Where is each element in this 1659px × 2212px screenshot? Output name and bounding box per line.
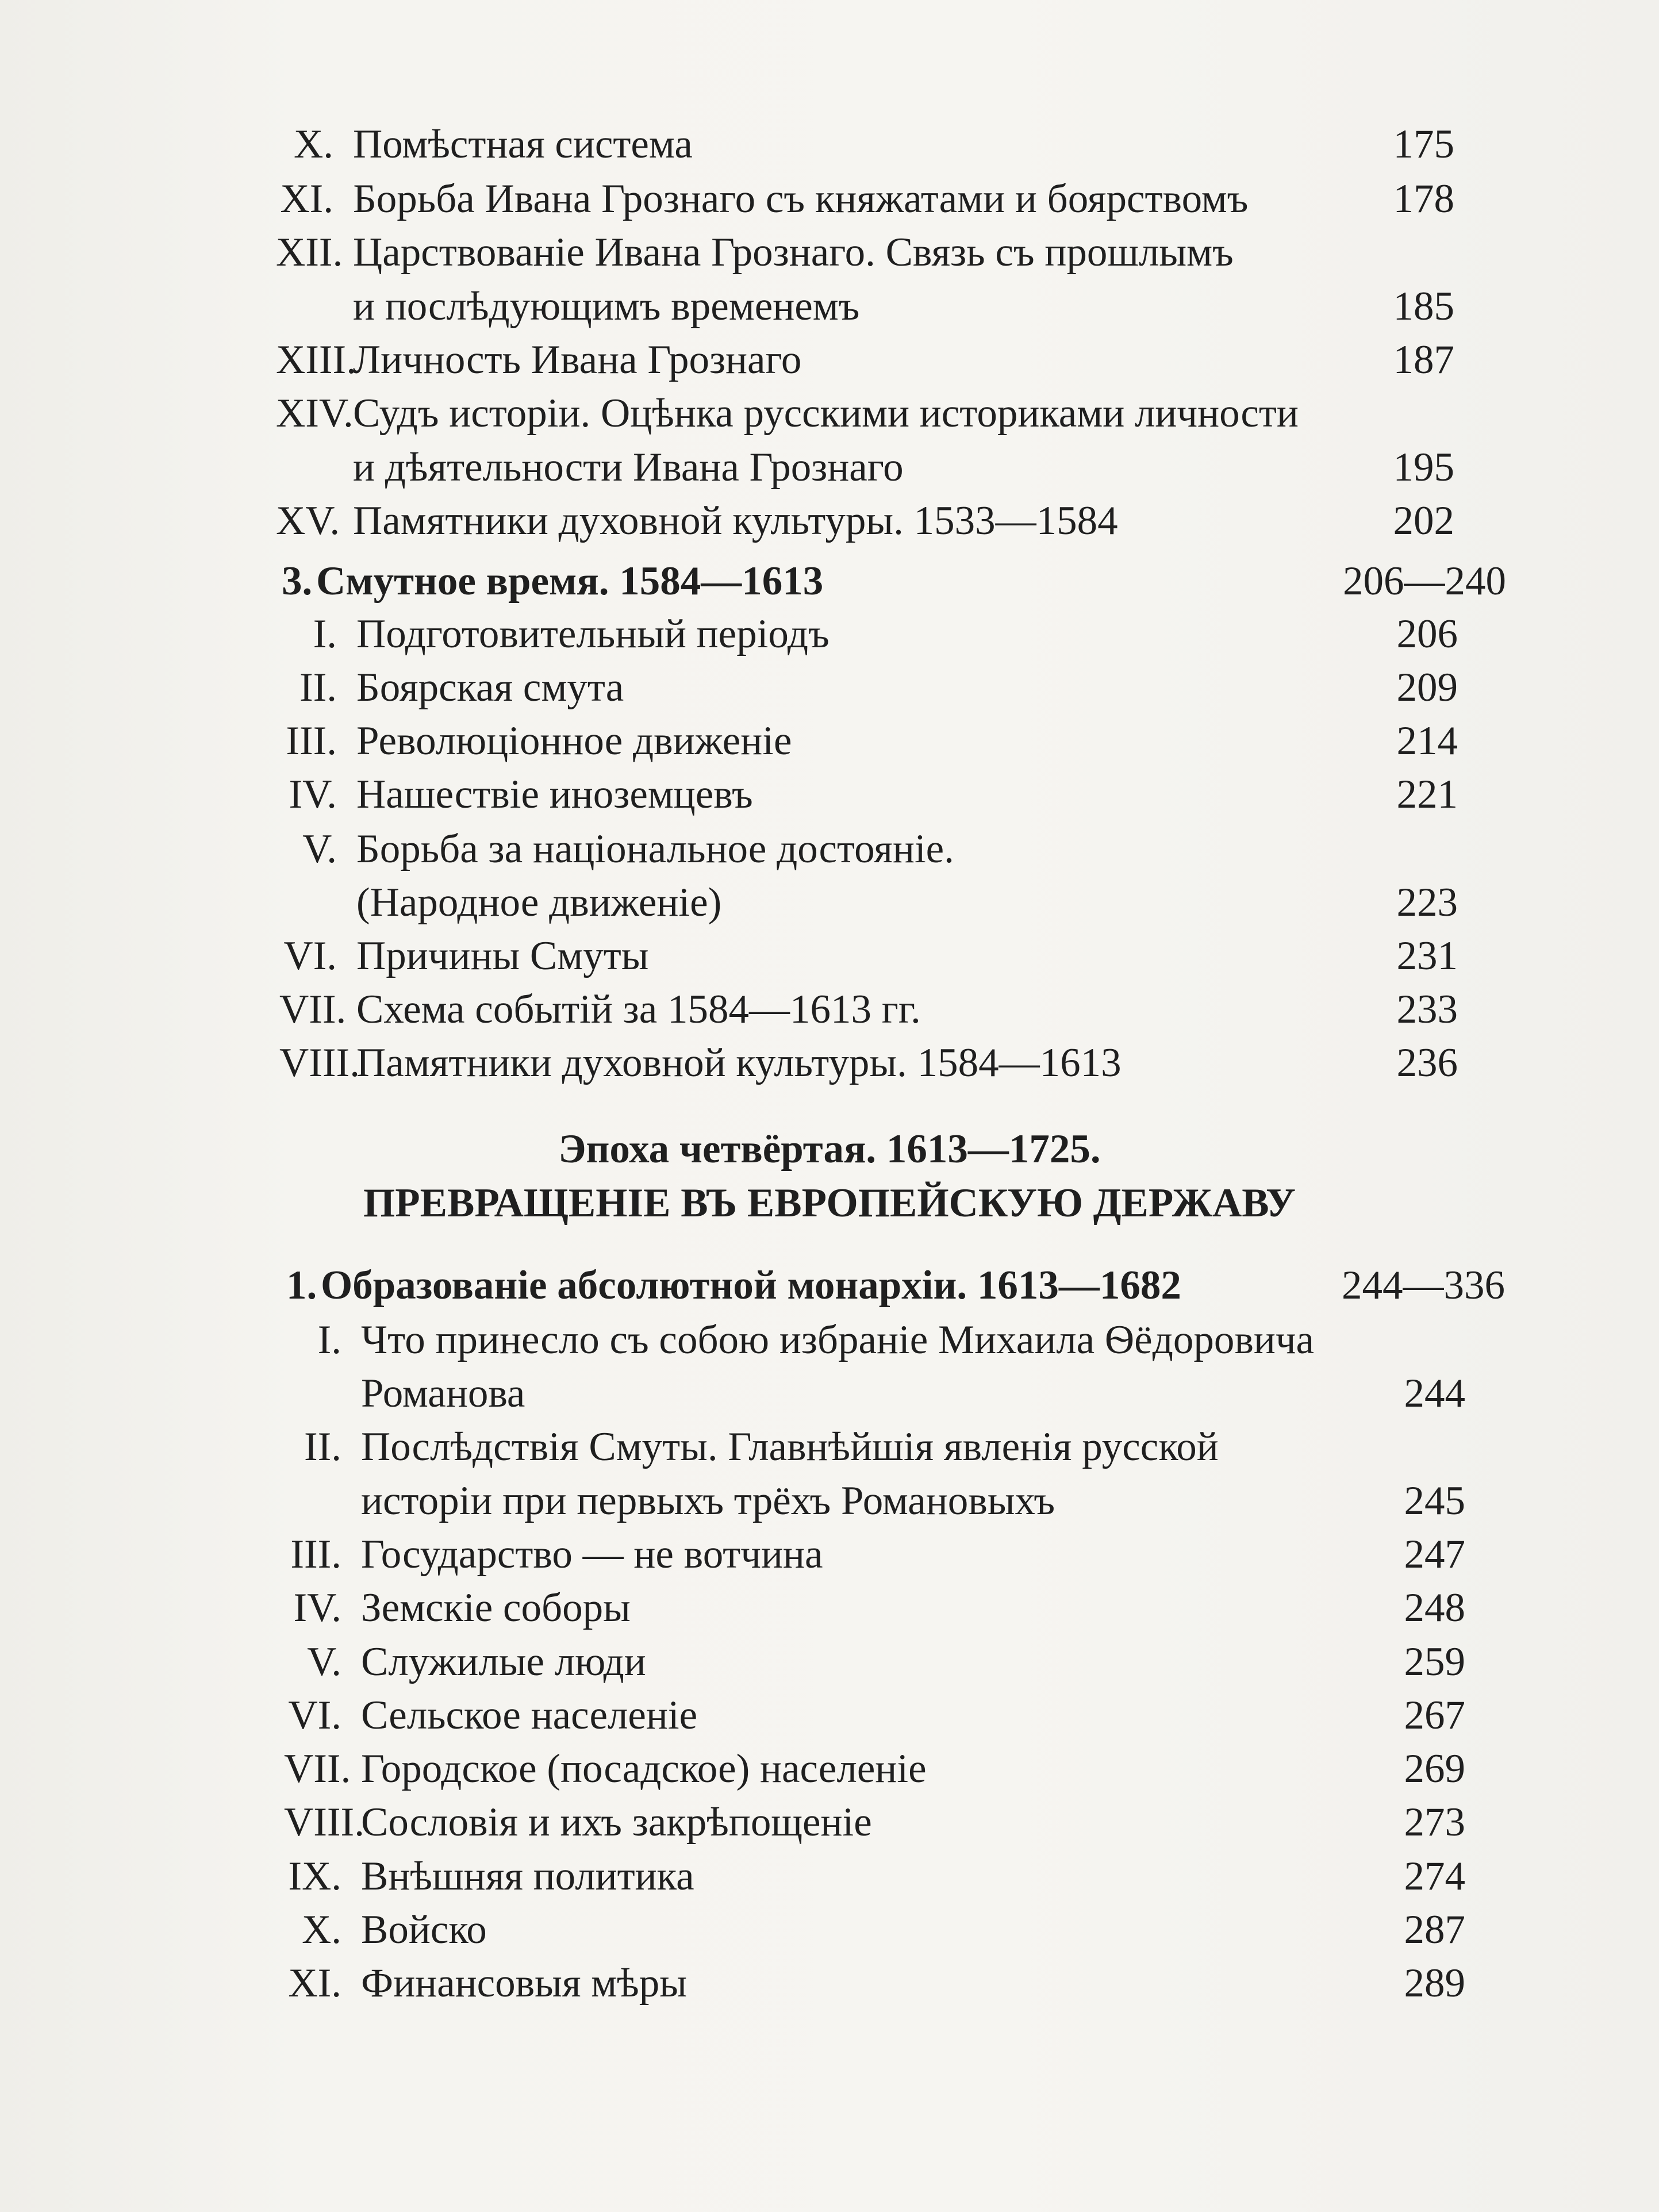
section-pages: 244—336 — [1342, 1263, 1505, 1308]
entry-page: 245 — [1404, 1478, 1465, 1523]
toc-entry — [279, 661, 1458, 714]
entry-title: Войско — [361, 1907, 487, 1952]
entry-page: 202 — [1393, 498, 1454, 543]
section-entry — [286, 1259, 1505, 1312]
leader-dots — [729, 915, 1388, 916]
entry-title: Борьба Ивана Грознаго съ княжатами и боярствомъ — [353, 176, 1249, 221]
entry-title: Памятники духовной культуры. 1584—1613 — [356, 1040, 1122, 1085]
toc-entry — [284, 1635, 1465, 1688]
section-title: Образованіе абсолютной монархіи. 1613—1682 — [321, 1263, 1181, 1308]
entry-page: 289 — [1404, 1961, 1465, 2006]
leader-dots — [533, 1406, 1396, 1407]
section-number: 3. — [282, 559, 313, 604]
toc-entry-line1 — [276, 226, 1454, 279]
entry-title: Служилые люди — [361, 1639, 646, 1684]
entry-title-cont: исторіи при первыхъ трёхъ Романовыхъ — [361, 1478, 1055, 1523]
leader-dots — [701, 157, 1385, 158]
toc-entry — [284, 1742, 1465, 1795]
toc-entry — [284, 1528, 1465, 1581]
toc-entry — [279, 768, 1458, 821]
leader-dots — [867, 319, 1385, 320]
entry-title: Схема событій за 1584—1613 гг. — [356, 987, 921, 1032]
entry-title: Земскіе соборы — [361, 1585, 631, 1630]
entry-number: I. — [317, 1318, 341, 1362]
toc-entry — [276, 172, 1454, 225]
entry-number: X. — [293, 122, 333, 167]
entry-title: Революціонное движеніе — [356, 719, 792, 763]
entry-number: XII. — [276, 230, 343, 275]
leader-dots — [705, 1728, 1396, 1729]
entry-number: III. — [286, 719, 337, 763]
toc-entry — [284, 1581, 1465, 1634]
leader-dots — [639, 1620, 1396, 1621]
entry-page: 273 — [1404, 1800, 1465, 1845]
toc-entry-line1 — [279, 823, 1458, 875]
leader-dots — [809, 372, 1385, 373]
entry-page: 175 — [1393, 122, 1454, 167]
entry-title: Личность Ивана Грознаго — [353, 337, 802, 382]
toc-entry — [284, 1903, 1465, 1956]
epoch-title: Эпоха четвёртая. 1613—1725. — [558, 1127, 1101, 1172]
entry-number: IV. — [289, 772, 337, 817]
toc-entry — [279, 930, 1458, 982]
entry-title: Сословія и ихъ закрѣпощеніе — [361, 1800, 872, 1845]
toc-entry — [279, 983, 1458, 1036]
entry-title: Послѣдствія Смуты. Главнѣйшія явленія русской — [361, 1424, 1219, 1469]
section-pages: 206—240 — [1343, 559, 1506, 604]
entry-number: II. — [304, 1424, 341, 1469]
toc-entry — [284, 1689, 1465, 1742]
epoch-subtitle: ПРЕВРАЩЕНІЕ ВЪ ЕВРОПЕЙСКУЮ ДЕРЖАВУ — [363, 1181, 1296, 1226]
leader-dots — [935, 1781, 1396, 1782]
toc-entry — [276, 118, 1454, 171]
entry-number: V. — [307, 1639, 341, 1684]
entry-number: XV. — [276, 498, 340, 543]
entry-number: II. — [299, 665, 337, 710]
entry-number: VII. — [284, 1746, 351, 1791]
entry-title-cont: Романова — [361, 1371, 525, 1416]
entry-page: 187 — [1393, 337, 1454, 382]
entry-page: 274 — [1404, 1854, 1465, 1899]
entry-page: 287 — [1404, 1907, 1465, 1952]
entry-title: Внѣшняя политика — [361, 1854, 694, 1899]
toc-entry — [284, 1850, 1465, 1903]
entry-number: XI. — [288, 1961, 341, 2006]
toc-entry-line2 — [276, 441, 1454, 494]
toc-entry — [279, 1036, 1458, 1089]
entry-page: 247 — [1404, 1532, 1465, 1577]
entry-number: IV. — [293, 1585, 341, 1630]
entry-title: Судъ исторіи. Оцѣнка русскими историками личности — [353, 391, 1299, 436]
entry-number: XIV. — [276, 391, 354, 436]
section-entry — [282, 555, 1506, 608]
leader-dots — [495, 1942, 1396, 1943]
entry-page: 209 — [1396, 665, 1458, 710]
entry-number: XI. — [280, 176, 333, 221]
entry-title: Боярская смута — [356, 665, 624, 710]
toc-entry-line1 — [284, 1314, 1465, 1366]
entry-number: V. — [302, 827, 337, 871]
toc-entry-line2 — [284, 1367, 1465, 1420]
entry-number: VI. — [283, 934, 337, 978]
toc-entry — [284, 1957, 1465, 2010]
entry-page: 231 — [1396, 934, 1458, 978]
entry-page: 221 — [1396, 772, 1458, 817]
entry-number: VII. — [279, 987, 347, 1032]
entry-title-cont: и дѣятельности Ивана Грознаго — [353, 445, 904, 490]
toc-entry-line1 — [284, 1420, 1465, 1473]
entry-title-cont: и послѣдующимъ временемъ — [353, 284, 860, 329]
section-title: Смутное время. 1584—1613 — [316, 559, 824, 604]
entry-title: Помѣстная система — [353, 122, 693, 167]
leader-dots — [831, 1567, 1396, 1568]
entry-number: III. — [290, 1532, 341, 1577]
entry-page: 236 — [1396, 1040, 1458, 1085]
entry-title: Царствованіе Ивана Грознаго. Связь съ прошлымъ — [353, 230, 1234, 275]
entry-title: Нашествіе иноземцевъ — [356, 772, 753, 817]
entry-page: 223 — [1396, 880, 1458, 925]
entry-title: Что принесло съ собою избраніе Михаила Ѳёдоровича — [361, 1318, 1315, 1362]
entry-title-cont: (Народное движеніе) — [356, 880, 722, 925]
entry-number: XIII. — [276, 337, 356, 382]
toc-entry-line2 — [284, 1474, 1465, 1527]
section-number: 1. — [286, 1263, 317, 1308]
entry-number: VIII. — [279, 1040, 360, 1085]
entry-number: IX. — [288, 1854, 341, 1899]
entry-title: Борьба за національное достояніе. — [356, 827, 954, 871]
entry-page: 178 — [1393, 176, 1454, 221]
entry-page: 233 — [1396, 987, 1458, 1032]
entry-page: 248 — [1404, 1585, 1465, 1630]
leader-dots — [702, 1889, 1396, 1890]
entry-number: X. — [301, 1907, 341, 1952]
entry-title: Памятники духовной культуры. 1533—1584 — [353, 498, 1118, 543]
entry-page: 206 — [1396, 612, 1458, 656]
toc-entry — [279, 715, 1458, 767]
leader-dots — [929, 1022, 1389, 1023]
leader-dots — [1189, 1298, 1334, 1299]
toc-entry — [276, 494, 1454, 547]
leader-dots — [1126, 533, 1385, 534]
entry-page: 185 — [1393, 284, 1454, 329]
entry-page: 267 — [1404, 1693, 1465, 1738]
entry-title: Городское (посадское) населеніе — [361, 1746, 927, 1791]
toc-entry-line1 — [276, 387, 1454, 440]
entry-title: Сельское населеніе — [361, 1693, 698, 1738]
entry-title: Финансовыя мѣры — [361, 1961, 687, 2006]
entry-page: 269 — [1404, 1746, 1465, 1791]
toc-entry — [279, 608, 1458, 660]
entry-title: Государство — не вотчина — [361, 1532, 823, 1577]
entry-title: Подготовительный періодъ — [356, 612, 830, 656]
entry-number: VI. — [288, 1693, 341, 1738]
entry-page: 259 — [1404, 1639, 1465, 1684]
leader-dots — [761, 807, 1389, 808]
entry-number: VIII. — [284, 1800, 364, 1845]
entry-title: Причины Смуты — [356, 934, 649, 978]
leader-dots — [632, 700, 1388, 701]
entry-page: 244 — [1404, 1371, 1465, 1416]
toc-entry-line2 — [276, 280, 1454, 333]
toc-entry — [276, 333, 1454, 386]
leader-dots — [912, 480, 1385, 481]
entry-page: 195 — [1393, 445, 1454, 490]
toc-entry — [284, 1796, 1465, 1849]
entry-page: 214 — [1396, 719, 1458, 763]
entry-number: I. — [313, 612, 337, 656]
toc-entry-line2 — [279, 876, 1458, 929]
